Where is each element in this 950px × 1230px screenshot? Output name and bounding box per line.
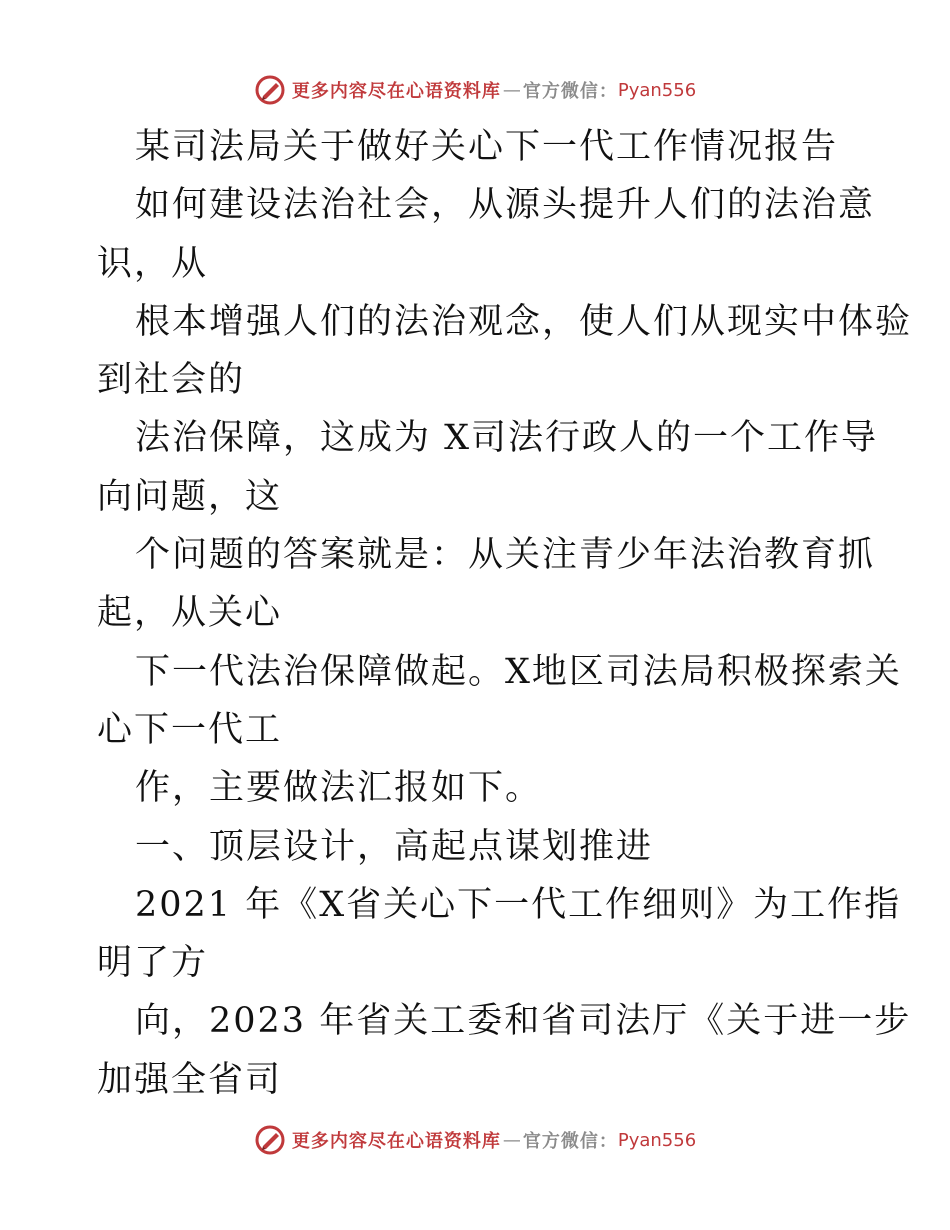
text-line: 个问题的答案就是：从关注青少年法治教育抓 (135, 535, 876, 576)
watermark-id: Pyan556 (617, 1129, 697, 1151)
logo-icon (254, 74, 286, 106)
text-line: 如何建设法治社会，从源头提升人们的法治意 (135, 185, 876, 226)
watermark-site-name: 更多内容尽在心语资料库 (291, 81, 501, 102)
section-heading: 一、顶层设计，高起点谋划推进 (135, 826, 654, 867)
text-line: 下一代法治保障做起。X地区司法局积极探索关 (135, 651, 902, 692)
text-line: 心下一代工 (97, 709, 283, 750)
document-body (97, 118, 913, 1109)
watermark-footer (0, 1120, 950, 1160)
text-line: 向问题，这 (97, 476, 283, 517)
document-title: 某司法局关于做好关心下一代工作情况报告 (135, 127, 839, 167)
watermark-separator: — (502, 79, 521, 101)
logo-icon (254, 1124, 286, 1156)
text-line: 起，从关心 (97, 593, 283, 634)
text-line: 作，主要做法汇报如下。 (135, 768, 543, 809)
text-line: 加强全省司 (97, 1059, 283, 1100)
watermark-header (0, 70, 950, 110)
watermark-label: 官方微信： (522, 81, 618, 102)
text-line: 2021 年《X省关心下一代工作细则》为工作指 (135, 884, 902, 925)
text-line: 识，从 (97, 243, 209, 284)
text-line: 明了方 (97, 943, 209, 984)
text-line: 根本增强人们的法治观念，使人们从现实中体验 (135, 301, 913, 342)
watermark-label: 官方微信： (522, 1131, 618, 1152)
text-line: 向，2023 年省关工委和省司法厅《关于进一步 (135, 1001, 912, 1042)
text-line: 法治保障，这成为 X司法行政人的一个工作导 (135, 418, 879, 459)
watermark-id: Pyan556 (617, 79, 697, 101)
watermark-site-name: 更多内容尽在心语资料库 (291, 1131, 501, 1152)
text-line: 到社会的 (97, 360, 246, 401)
watermark-separator: — (502, 1129, 521, 1151)
